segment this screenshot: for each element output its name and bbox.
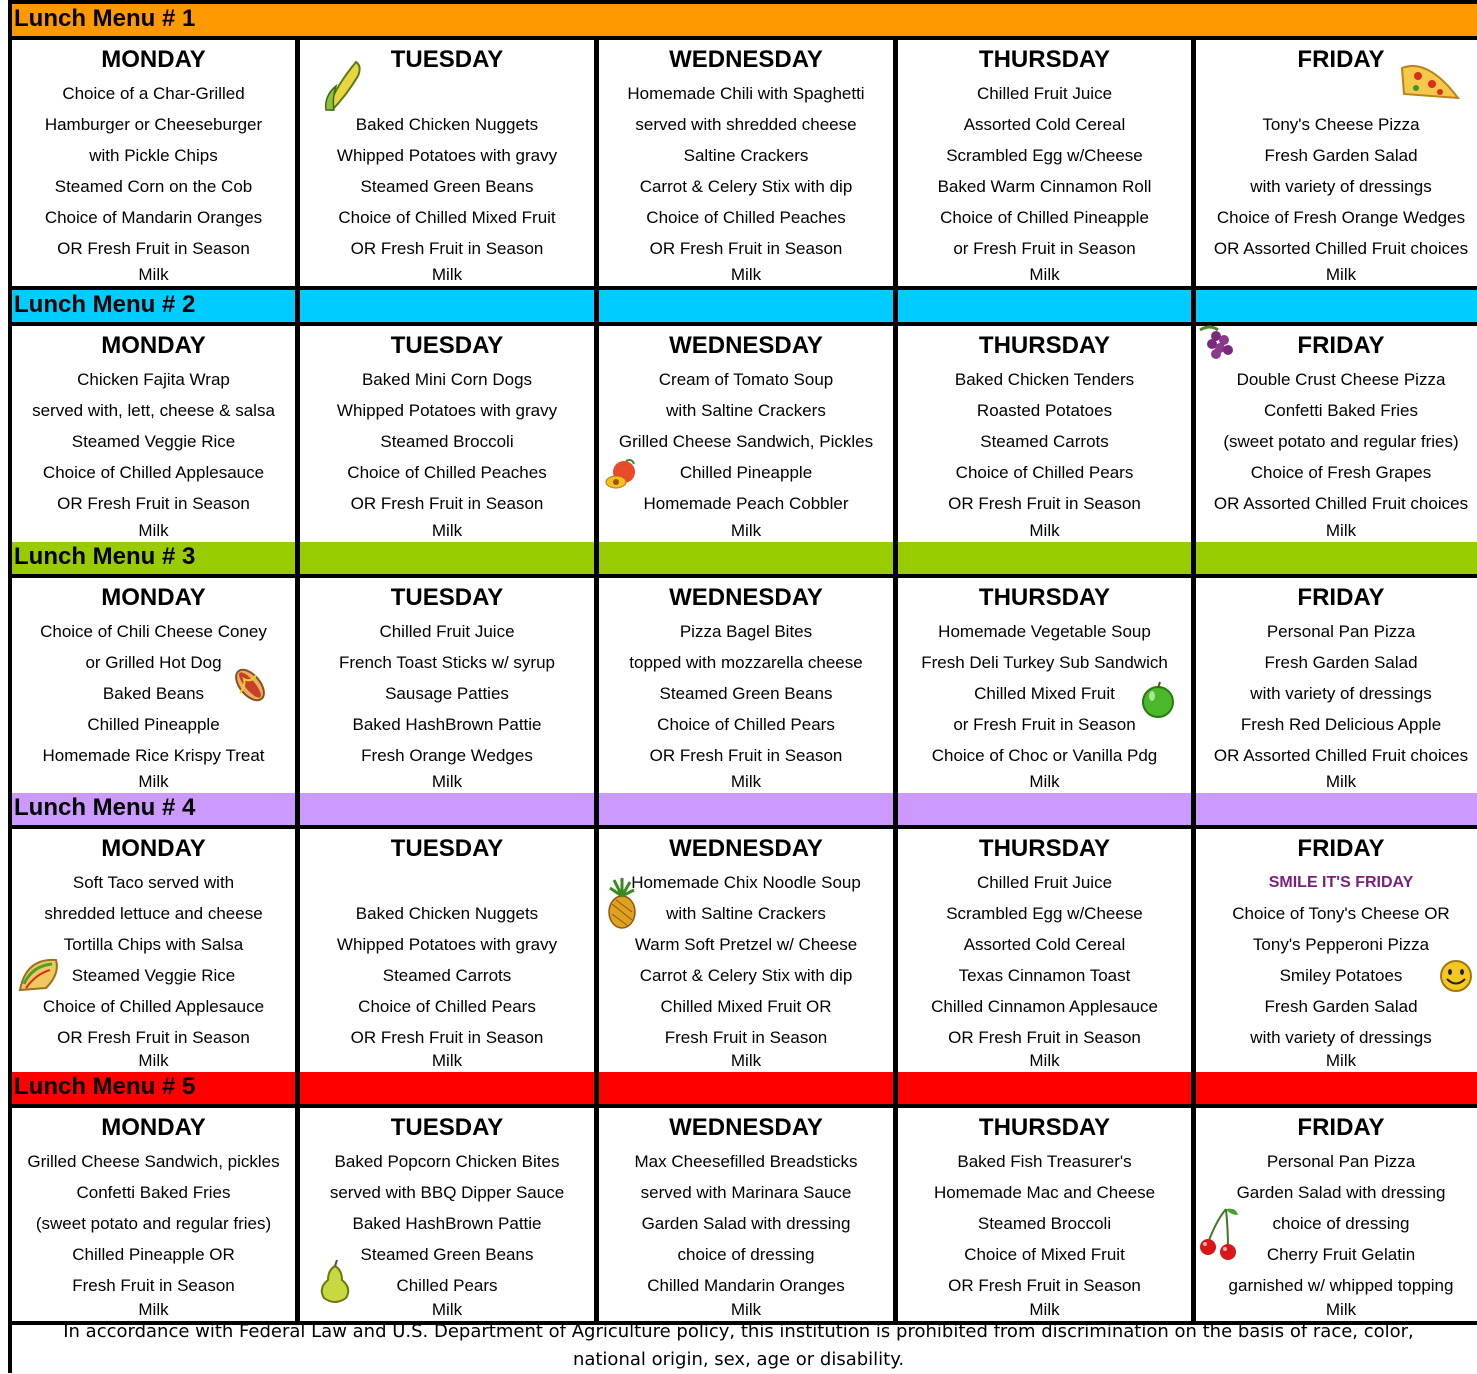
menu-item: Soft Taco served with: [72, 873, 235, 892]
day-name: TUESDAY: [390, 1114, 504, 1141]
day-name: MONDAY: [101, 835, 206, 862]
day-separator: [1191, 1108, 1196, 1321]
menu-item: with Pickle Chips: [89, 146, 218, 165]
grapes-icon: [1196, 322, 1240, 362]
day-name: WEDNESDAY: [669, 584, 823, 611]
menu-item: Steamed Broccoli: [380, 432, 514, 451]
menu-item: or Grilled Hot Dog: [85, 653, 222, 672]
smiley-face-icon: [1438, 958, 1474, 994]
menu-header-separator: [594, 1072, 599, 1104]
menu-title: Lunch Menu # 1: [14, 5, 196, 32]
menu-item: OR Fresh Fruit in Season: [948, 494, 1141, 513]
day-cell-tuesday: [300, 326, 594, 542]
menu-item: Baked Chicken Nuggets: [355, 115, 539, 134]
day-name: MONDAY: [101, 1114, 206, 1141]
day-separator: [893, 578, 898, 793]
milk-item: Milk: [1029, 772, 1060, 791]
menu-item: Personal Pan Pizza: [1266, 1152, 1416, 1171]
pizza-icon: [1398, 58, 1462, 104]
menu-day-grid: [12, 40, 1477, 290]
menu-header-fill: [898, 542, 1191, 574]
milk-item: Milk: [730, 265, 762, 284]
menu-item: Steamed Corn on the Cob: [54, 177, 253, 196]
menu-item: Choice of Chilled Pears: [657, 715, 835, 734]
menu-item: Baked Popcorn Chicken Bites: [334, 1152, 560, 1171]
day-separator: [295, 578, 300, 793]
menu-header-separator: [893, 290, 898, 322]
menu-item: Scrambled Egg w/Cheese: [946, 904, 1143, 923]
day-cell-wednesday: [599, 578, 893, 793]
menu-item: OR Assorted Chilled Fruit choices: [1213, 494, 1469, 513]
menu-header-separator: [594, 290, 599, 322]
menu-item: Choice of Chilled Applesauce: [42, 463, 265, 482]
menu-item: Steamed Carrots: [980, 432, 1109, 451]
menu-item: Tony's Pepperoni Pizza: [1252, 935, 1430, 954]
menu-header-separator: [295, 793, 300, 825]
menu-item: Saltine Crackers: [683, 146, 809, 165]
menu-item: Chilled Mixed Fruit OR: [660, 997, 832, 1016]
menu-item: Steamed Carrots: [382, 966, 512, 985]
menu-item: Choice of Chilled Pears: [358, 997, 536, 1016]
menu-item: Homemade Mac and Cheese: [933, 1183, 1156, 1202]
menu-header-separator: [1191, 290, 1196, 322]
lunch-menu-sheet: [8, 0, 1477, 1373]
menu-header-fill: [300, 1072, 594, 1104]
menu-item: Fresh Garden Salad: [1264, 653, 1418, 672]
menu-item: Chilled Pears: [396, 1276, 498, 1295]
menu-item: Hamburger or Cheeseburger: [44, 115, 263, 134]
menu-item: Max Cheesefilled Breadsticks: [634, 1152, 858, 1171]
menu-header-separator: [893, 1072, 898, 1104]
menu-item: Tortilla Chips with Salsa: [63, 935, 244, 954]
day-separator: [594, 829, 599, 1072]
menu-item: Choice of Chili Cheese Coney: [40, 622, 267, 641]
milk-item: Milk: [431, 772, 463, 791]
menu-item: Carrot & Celery Stix with dip: [639, 966, 853, 985]
menu-item: Carrot & Celery Stix with dip: [639, 177, 853, 196]
menu-item: Grilled Cheese Sandwich, pickles: [27, 1152, 280, 1171]
menu-item: served with shredded cheese: [635, 115, 857, 134]
day-name: WEDNESDAY: [669, 332, 823, 359]
day-separator: [1191, 829, 1196, 1072]
menu-header-band: [12, 542, 1477, 578]
menu-item: Choice of a Char-Grilled: [62, 84, 245, 103]
menu-item: Chilled Pineapple OR: [72, 1245, 235, 1264]
menu-item: Chilled Pineapple: [87, 715, 220, 734]
menu-item: Steamed Green Beans: [360, 177, 534, 196]
peach-icon: [604, 458, 644, 490]
pineapple-icon: [602, 878, 642, 930]
menu-item: Confetti Baked Fries: [1263, 401, 1418, 420]
milk-item: Milk: [1029, 1051, 1060, 1070]
menu-header-separator: [295, 542, 300, 574]
menu-header-fill: [599, 793, 893, 825]
day-separator: [893, 326, 898, 542]
milk-item: Milk: [138, 1300, 169, 1319]
day-cell-wednesday: [599, 829, 893, 1072]
day-separator: [594, 326, 599, 542]
day-name: FRIDAY: [1297, 332, 1385, 359]
menu-item: OR Fresh Fruit in Season: [57, 239, 250, 258]
green-apple-icon: [1140, 680, 1176, 720]
menu-item: Fresh Garden Salad: [1264, 997, 1418, 1016]
menu-item: Garden Salad with dressing: [641, 1214, 851, 1233]
menu-item: Fresh Fruit in Season: [72, 1276, 235, 1295]
day-cell-wednesday: [599, 326, 893, 542]
menu-item: Tony's Cheese Pizza: [1262, 115, 1420, 134]
day-cell-monday: [12, 1108, 295, 1321]
menu-header-separator: [295, 1072, 300, 1104]
day-separator: [1191, 578, 1196, 793]
menu-item: Grilled Cheese Sandwich, Pickles: [618, 432, 874, 451]
menu-header-fill: [599, 1072, 893, 1104]
menu-header-separator: [893, 542, 898, 574]
day-name: THURSDAY: [978, 584, 1111, 611]
milk-item: Milk: [730, 772, 762, 791]
day-separator: [594, 578, 599, 793]
menu-item: Steamed Veggie Rice: [71, 966, 236, 985]
menu-item: Pizza Bagel Bites: [679, 622, 813, 641]
menu-item: OR Fresh Fruit in Season: [57, 494, 250, 513]
menu-item: Steamed Green Beans: [659, 684, 833, 703]
milk-item: Milk: [431, 1300, 463, 1319]
menu-item: (sweet potato and regular fries): [1223, 432, 1459, 451]
menu-title: Lunch Menu # 5: [14, 1073, 196, 1100]
menu-item: Homemade Peach Cobbler: [643, 494, 849, 513]
menu-item: Baked Warm Cinnamon Roll: [937, 177, 1152, 196]
milk-item: Milk: [1029, 265, 1060, 284]
menu-header-band: [12, 4, 1477, 40]
menu-item: Fresh Fruit in Season: [664, 1028, 828, 1047]
menu-item: Whipped Potatoes with gravy: [336, 146, 558, 165]
day-name: MONDAY: [101, 332, 206, 359]
menu-item: with variety of dressings: [1250, 1028, 1432, 1047]
menu-item: Homemade Chix Noodle Soup: [631, 873, 861, 892]
menu-item: OR Assorted Chilled Fruit choices: [1213, 746, 1469, 765]
menu-header-band: [12, 793, 1477, 829]
menu-item: with Saltine Crackers: [666, 401, 826, 420]
day-separator: [295, 326, 300, 542]
menu-item: choice of dressing: [1272, 1214, 1410, 1233]
corn-icon: [322, 56, 362, 112]
day-separator: [893, 1108, 898, 1321]
menu-item: Baked Chicken Tenders: [954, 370, 1135, 389]
menu-item: Steamed Green Beans: [360, 1245, 534, 1264]
menu-item: SMILE IT'S FRIDAY: [1268, 874, 1414, 891]
menu-item: Cherry Fruit Gelatin: [1266, 1245, 1416, 1264]
menu-header-band: [12, 1072, 1477, 1108]
menu-item: Baked HashBrown Pattie: [352, 715, 542, 734]
day-separator: [893, 829, 898, 1072]
menu-item: Baked Chicken Nuggets: [355, 904, 539, 923]
day-name: TUESDAY: [390, 46, 504, 73]
milk-item: Milk: [730, 1051, 762, 1070]
menu-item: Homemade Rice Krispy Treat: [42, 746, 265, 765]
menu-title: Lunch Menu # 3: [14, 543, 196, 570]
milk-item: Milk: [1029, 1300, 1060, 1319]
menu-item: OR Fresh Fruit in Season: [649, 239, 843, 258]
menu-header-fill: [300, 290, 594, 322]
menu-item: Baked Mini Corn Dogs: [361, 370, 533, 389]
day-separator: [295, 829, 300, 1072]
menu-item: Steamed Veggie Rice: [71, 432, 236, 451]
footer-line-1: In accordance with Federal Law and U.S. Department of Agriculture policy, this institution is prohibited from discrimination on the basis of race, color,: [63, 1321, 1414, 1342]
day-name: WEDNESDAY: [669, 835, 823, 862]
menu-item: Homemade Chili with Spaghetti: [627, 84, 865, 103]
menu-item: Texas Cinnamon Toast: [958, 966, 1131, 985]
milk-item: Milk: [1325, 265, 1357, 284]
menu-item: Fresh Deli Turkey Sub Sandwich: [921, 653, 1168, 672]
menu-item: Personal Pan Pizza: [1266, 622, 1416, 641]
menu-item: Double Crust Cheese Pizza: [1236, 370, 1446, 389]
menu-item: Baked Beans: [102, 684, 205, 703]
menu-item: Chilled Mandarin Oranges: [647, 1276, 845, 1295]
milk-item: Milk: [431, 265, 463, 284]
day-cell-friday: [1196, 829, 1477, 1072]
day-separator: [295, 1108, 300, 1321]
milk-item: Milk: [138, 772, 169, 791]
menu-item: Steamed Broccoli: [977, 1214, 1112, 1233]
milk-item: Milk: [1325, 1051, 1357, 1070]
menu-day-grid: [12, 1108, 1477, 1325]
day-name: FRIDAY: [1297, 46, 1385, 73]
menu-item: Choice of Chilled Peaches: [347, 463, 547, 482]
menu-header-separator: [594, 542, 599, 574]
menu-header-fill: [599, 542, 893, 574]
menu-item: Fresh Garden Salad: [1264, 146, 1418, 165]
menu-item: served with Marinara Sauce: [640, 1183, 852, 1202]
menu-item: Confetti Baked Fries: [76, 1183, 231, 1202]
menu-header-band: [12, 290, 1477, 326]
menu-item: Assorted Cold Cereal: [963, 935, 1126, 954]
menu-item: Roasted Potatoes: [976, 401, 1113, 420]
menu-item: garnished w/ whipped topping: [1228, 1276, 1454, 1295]
menu-item: Smiley Potatoes: [1279, 966, 1403, 985]
day-cell-monday: [12, 829, 295, 1072]
menu-item: Choice of Mandarin Oranges: [44, 208, 263, 227]
menu-item: Choice of Chilled Pears: [955, 463, 1134, 482]
cherries-icon: [1198, 1205, 1242, 1261]
nondiscrimination-statement: [0, 1318, 1477, 1373]
day-cell-wednesday: [599, 1108, 893, 1321]
menu-item: Cream of Tomato Soup: [658, 370, 834, 389]
menu-item: Choice of Fresh Orange Wedges: [1216, 208, 1466, 227]
menu-item: with Saltine Crackers: [666, 904, 826, 923]
menu-item: shredded lettuce and cheese: [44, 904, 263, 923]
menu-header-fill: [1196, 793, 1477, 825]
hot-dog-icon: [230, 665, 270, 705]
menu-item: Whipped Potatoes with gravy: [336, 401, 558, 420]
menu-item: Choice of Mixed Fruit: [964, 1245, 1125, 1264]
milk-item: Milk: [431, 521, 463, 540]
day-name: THURSDAY: [978, 835, 1111, 862]
day-cell-thursday: [898, 40, 1191, 286]
day-name: WEDNESDAY: [669, 1114, 823, 1141]
menu-item: Chilled Fruit Juice: [379, 622, 515, 641]
milk-item: Milk: [1325, 1300, 1357, 1319]
menu-item: choice of dressing: [677, 1245, 815, 1264]
menu-item: Chilled Fruit Juice: [976, 873, 1113, 892]
menu-item: with variety of dressings: [1250, 684, 1432, 703]
day-separator: [1191, 40, 1196, 286]
day-name: THURSDAY: [978, 46, 1111, 73]
menu-title: Lunch Menu # 4: [14, 794, 196, 821]
menu-item: Fresh Red Delicious Apple: [1240, 715, 1442, 734]
day-separator: [594, 1108, 599, 1321]
menu-item: Choice of Choc or Vanilla Pdg: [931, 746, 1158, 765]
menu-item: Homemade Vegetable Soup: [938, 622, 1151, 641]
menu-header-separator: [594, 793, 599, 825]
menu-header-fill: [1196, 542, 1477, 574]
day-cell-thursday: [898, 829, 1191, 1072]
day-separator: [295, 40, 300, 286]
menu-item: Fresh Orange Wedges: [361, 746, 533, 765]
menu-item: OR Fresh Fruit in Season: [948, 1276, 1141, 1295]
menu-header-fill: [898, 290, 1191, 322]
menu-item: OR Assorted Chilled Fruit choices: [1213, 239, 1469, 258]
taco-icon: [16, 954, 62, 994]
menu-item: Assorted Cold Cereal: [963, 115, 1126, 134]
milk-item: Milk: [730, 1300, 762, 1319]
milk-item: Milk: [431, 1051, 463, 1070]
day-name: FRIDAY: [1297, 835, 1385, 862]
day-name: MONDAY: [101, 46, 206, 73]
menu-header-separator: [1191, 793, 1196, 825]
day-name: TUESDAY: [390, 835, 504, 862]
menu-item: French Toast Sticks w/ syrup: [338, 653, 556, 672]
day-separator: [893, 40, 898, 286]
menu-item: Choice of Fresh Grapes: [1250, 463, 1432, 482]
menu-item: served with BBQ Dipper Sauce: [329, 1183, 565, 1202]
menu-item: Chilled Mixed Fruit: [974, 684, 1115, 703]
day-separator: [594, 40, 599, 286]
day-cell-thursday: [898, 326, 1191, 542]
menu-item: Chilled Fruit Juice: [976, 84, 1113, 103]
menu-header-fill: [1196, 290, 1477, 322]
day-name: TUESDAY: [390, 332, 504, 359]
menu-item: Whipped Potatoes with gravy: [336, 935, 558, 954]
milk-item: Milk: [138, 521, 169, 540]
day-name: MONDAY: [101, 584, 206, 611]
menu-item: [300, 867, 594, 898]
milk-item: Milk: [730, 521, 762, 540]
menu-item: OR Fresh Fruit in Season: [57, 1028, 250, 1047]
menu-item: Chilled Pineapple: [679, 463, 813, 482]
menu-item: OR Fresh Fruit in Season: [350, 494, 544, 513]
day-cell-wednesday: [599, 40, 893, 286]
menu-item: Baked Fish Treasurer's: [957, 1152, 1132, 1171]
day-name: FRIDAY: [1297, 1114, 1385, 1141]
menu-item: or Fresh Fruit in Season: [953, 715, 1136, 734]
day-cell-tuesday: [300, 829, 594, 1072]
menu-header-fill: [1196, 1072, 1477, 1104]
menu-item: OR Fresh Fruit in Season: [350, 239, 544, 258]
menu-item: or Fresh Fruit in Season: [953, 239, 1136, 258]
menu-item: with variety of dressings: [1250, 177, 1432, 196]
day-cell-friday: [1196, 578, 1477, 793]
day-cell-thursday: [898, 1108, 1191, 1321]
menu-item: Choice of Chilled Applesauce: [42, 997, 265, 1016]
milk-item: Milk: [138, 265, 169, 284]
day-cell-monday: [12, 326, 295, 542]
day-name: WEDNESDAY: [669, 46, 823, 73]
menu-header-separator: [893, 793, 898, 825]
menu-item: Choice of Chilled Peaches: [646, 208, 846, 227]
menu-header-fill: [300, 542, 594, 574]
day-name: TUESDAY: [390, 584, 504, 611]
menu-day-grid: [12, 829, 1477, 1076]
menu-item: Choice of Chilled Pineapple: [940, 208, 1149, 227]
day-cell-monday: [12, 40, 295, 286]
menu-header-fill: [300, 793, 594, 825]
menu-header-fill: [599, 290, 893, 322]
milk-item: Milk: [1325, 772, 1357, 791]
menu-header-fill: [898, 793, 1191, 825]
pear-icon: [316, 1258, 354, 1306]
menu-item: topped with mozzarella cheese: [629, 653, 863, 672]
day-cell-tuesday: [300, 578, 594, 793]
menu-item: Chilled Cinnamon Applesauce: [931, 997, 1158, 1016]
milk-item: Milk: [1029, 521, 1060, 540]
day-name: THURSDAY: [978, 1114, 1111, 1141]
menu-day-grid: [12, 326, 1477, 546]
menu-item: Garden Salad with dressing: [1236, 1183, 1446, 1202]
menu-item: Choice of Tony's Cheese OR: [1232, 904, 1450, 923]
menu-item: Sausage Patties: [385, 684, 509, 703]
menu-item: OR Fresh Fruit in Season: [649, 746, 843, 765]
menu-header-fill: [898, 1072, 1191, 1104]
menu-title: Lunch Menu # 2: [14, 291, 196, 318]
menu-item: Warm Soft Pretzel w/ Cheese: [634, 935, 858, 954]
menu-item: Chicken Fajita Wrap: [77, 370, 230, 389]
menu-item: (sweet potato and regular fries): [35, 1214, 272, 1233]
footer-line-2: national origin, sex, age or disability.: [572, 1349, 905, 1370]
menu-item: OR Fresh Fruit in Season: [350, 1028, 544, 1047]
day-name: THURSDAY: [978, 332, 1111, 359]
menu-header-separator: [1191, 542, 1196, 574]
menu-item: served with, lett, cheese & salsa: [32, 401, 275, 420]
menu-item: OR Fresh Fruit in Season: [948, 1028, 1141, 1047]
day-name: FRIDAY: [1297, 584, 1385, 611]
milk-item: Milk: [138, 1051, 169, 1070]
menu-item: Choice of Chilled Mixed Fruit: [338, 208, 556, 227]
menu-header-separator: [1191, 1072, 1196, 1104]
menu-header-separator: [295, 290, 300, 322]
milk-item: Milk: [1325, 521, 1357, 540]
menu-item: Scrambled Egg w/Cheese: [946, 146, 1143, 165]
menu-item: Baked HashBrown Pattie: [352, 1214, 542, 1233]
